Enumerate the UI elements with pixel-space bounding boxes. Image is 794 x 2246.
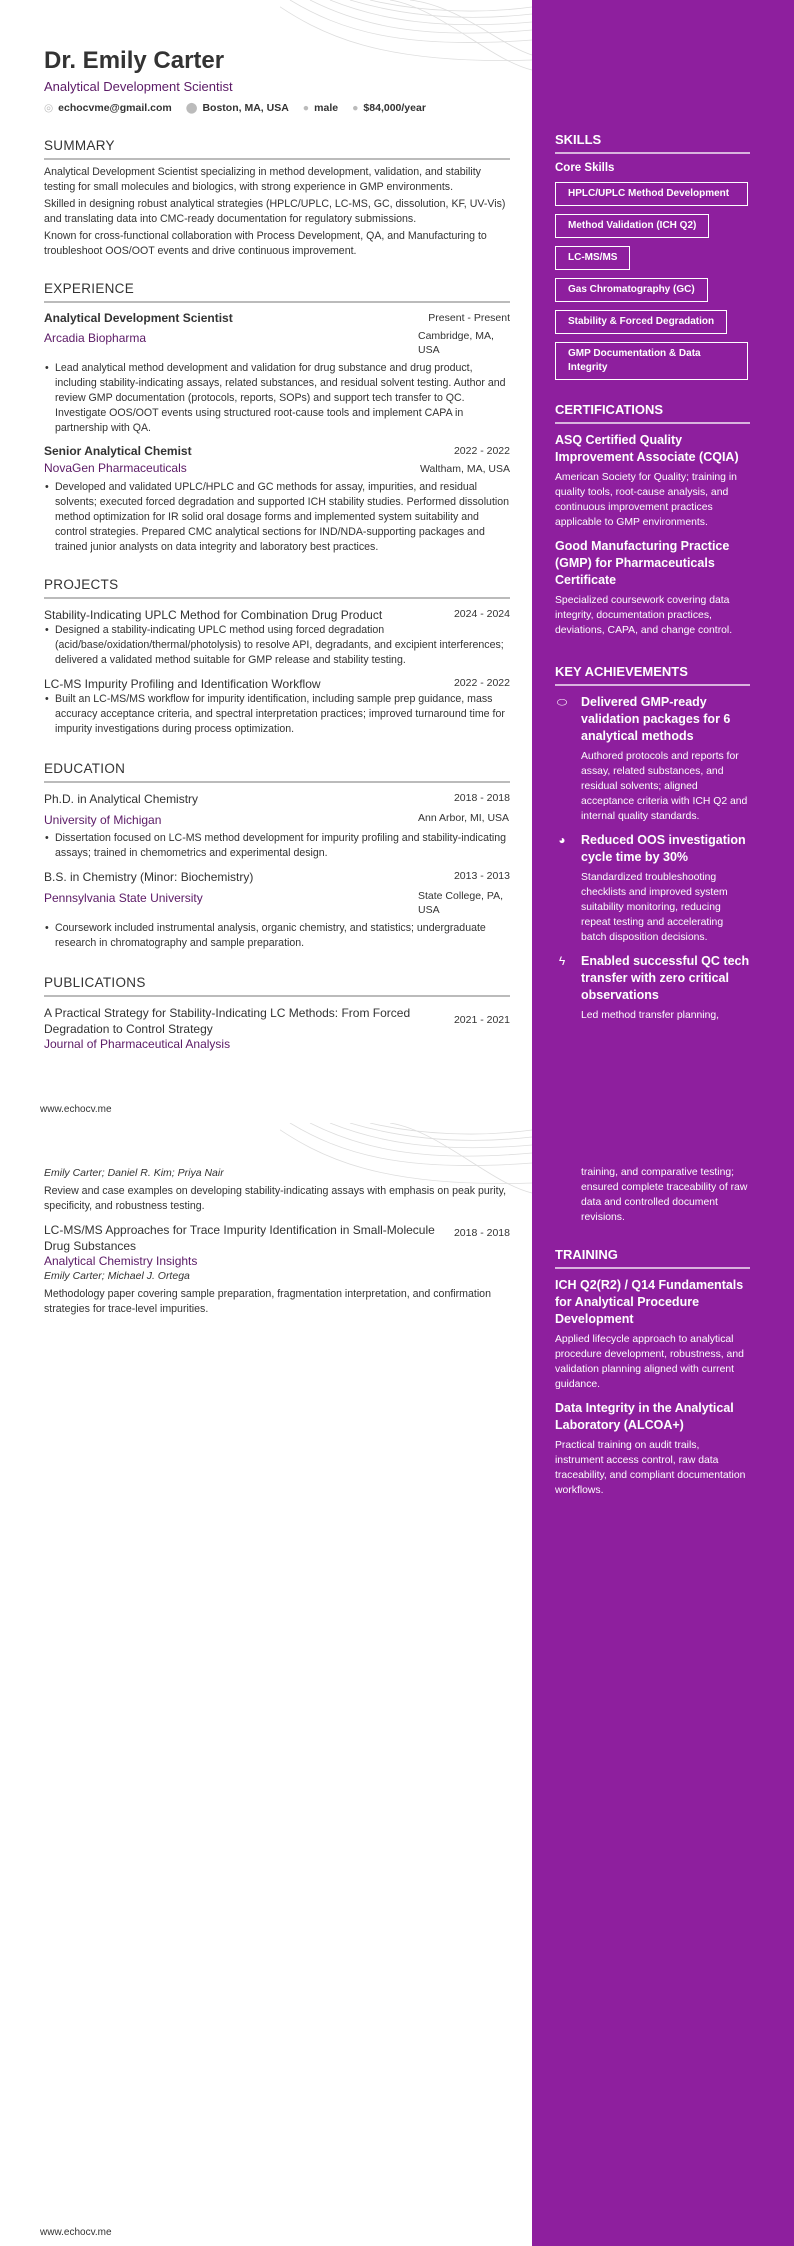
job-title: Analytical Development Scientist [44,311,233,325]
certification-desc: American Society for Quality; training in quality tools, root-cause analysis, and continuous improvement practices applicable to GMP environments. [555,472,737,528]
candidate-name: Dr. Emily Carter [44,47,225,74]
skill-tag: HPLC/UPLC Method Development [555,182,748,206]
publication-journal: Analytical Chemistry Insights [44,1254,198,1268]
degree: B.S. in Chemistry (Minor: Biochemistry) [44,870,254,884]
skills-group-label: Core Skills [555,162,615,174]
email-icon: ◎ [44,102,54,114]
training-title: ICH Q2(R2) / Q14 Fundamentals for Analytical Procedure Development [555,1278,744,1326]
summary-paragraph: Known for cross-functional collaboration with Process Development, QA, and Manufacturing to troubleshoot OOS/OOT events and drive continuous improvement. [44,230,487,257]
gender: male [314,102,339,114]
company: NovaGen Pharmaceuticals [44,461,187,475]
achievement-title: Reduced OOS investigation cycle time by 30% [581,833,746,864]
publication-journal: Journal of Pharmaceutical Analysis [44,1037,231,1051]
clock-icon: ◕ [558,833,566,847]
publication-dates: 2018 - 2018 [453,1227,510,1239]
publication-authors: Emily Carter; Daniel R. Kim; Priya Nair [44,1167,224,1179]
school-location: State College, PA, USA [418,890,504,916]
section-heading-achievements: KEY ACHIEVEMENTS [555,664,750,686]
salary: $84,000/year [363,102,426,114]
job-dates: Present - Present [428,312,510,324]
section-heading-experience: EXPERIENCE [44,281,510,303]
job-bullet: • Lead analytical method development and validation for drug substance and drug product, including stability-indicating assays, related substances, and residual solvent testing. Author and review GMP documentation (protocols, reports, SOPs) and support tech transfer to QC. Investigate OOS/OOT events using structured root-cause tools and implement CAPA in partnership with QA. [44,361,510,436]
training-desc: Practical training on audit trails, instrument access control, raw data traceability, and compliant documentation workflows. [555,1440,746,1496]
education-entry [44,783,510,861]
section-heading-education: EDUCATION [44,761,510,783]
contact-row [44,102,510,114]
publication-entry [44,997,510,1051]
training-desc: Applied lifecycle approach to analytical procedure development, robustness, and validation planning aligned with current guidance. [555,1334,744,1390]
email[interactable]: echocvme@gmail.com [58,102,172,114]
job-dates: 2022 - 2022 [453,445,510,457]
section-heading-summary: SUMMARY [44,138,510,160]
project-dates: 2024 - 2024 [453,608,510,620]
training-title: Data Integrity in the Analytical Laboratory (ALCOA+) [555,1401,734,1432]
job-location: Waltham, MA, USA [419,463,510,475]
section-heading-training: TRAINING [555,1247,750,1269]
certification-title: Good Manufacturing Practice (GMP) for Pharmaceuticals Certificate [555,539,730,587]
education-dates: 2018 - 2018 [453,792,510,804]
location: Boston, MA, USA [202,102,289,114]
education-bullet: • Dissertation focused on LC-MS method development for impurity profiling and stability-indicating assays; trained in chemometrics and experimental design. [44,831,510,861]
summary-paragraph: Analytical Development Scientist specializing in method development, validation, and stability testing for small molecules and biologics, with strong experience in GMP environments. [44,166,481,193]
project-title: LC-MS Impurity Profiling and Identification Workflow [44,677,321,691]
section-heading-projects: PROJECTS [44,577,510,599]
section-heading-certifications: CERTIFICATIONS [555,402,750,424]
achievement-desc: Authored protocols and reports for assay, related substances, and residual solvents; aligned acceptance criteria with ICH Q2 and internal quality standards. [581,751,748,822]
publication-entry [44,1214,510,1317]
skills-list [555,174,750,380]
job-location: Cambridge, MA, USA [418,330,494,356]
job-bullet: • Developed and validated UPLC/HPLC and GC methods for assay, impurities, and residual solvents; executed forced degradation and supported ICH stability studies. Performed dissolution method optimization for IR solid oral dosage forms and implemented system suitability and control strategies. Prepared CMC analytical sections for IND/NDA-supporting packages and trained junior analysts on data integrity and laboratory best practices. [44,480,510,555]
education-entry [44,861,510,951]
skill-tag: GMP Documentation & Data Integrity [555,342,748,380]
achievement-item [555,953,750,1023]
school: Pennsylvania State University [44,891,203,905]
project-entry [44,668,510,737]
publication-title: LC-MS/MS Approaches for Trace Impurity Identification in Small-Molecule Drug Substances [44,1223,435,1253]
certification-title: ASQ Certified Quality Improvement Associate (CQIA) [555,433,739,464]
skill-tag: Gas Chromatography (GC) [555,278,708,302]
project-dates: 2022 - 2022 [453,677,510,689]
company: Arcadia Biopharma [44,331,147,345]
skill-tag: Stability & Forced Degradation [555,310,727,334]
publication-desc: Methodology paper covering sample preparation, fragmentation interpretation, and confirmation strategies for trace-level impurities. [44,1288,491,1315]
achievement-item [555,694,750,824]
resume-page-2 [0,1123,794,2246]
experience-entry [44,436,510,555]
bolt-icon: ϟ [558,954,566,968]
person-icon: ● [302,102,310,114]
education-bullet: • Coursework included instrumental analysis, organic chemistry, and statistics; undergraduate research in chromatography and sample preparation. [44,921,510,951]
project-title: Stability-Indicating UPLC Method for Combination Drug Product [44,608,383,622]
achievement-title: Enabled successful QC tech transfer with zero critical observations [581,954,750,1002]
project-entry [44,599,510,668]
school-location: Ann Arbor, MI, USA [418,812,510,824]
publication-title: A Practical Strategy for Stability-Indicating LC Methods: From Forced Degradation to Control Strategy [44,1006,411,1036]
achievement-desc-continued: training, and comparative testing; ensured complete traceability of raw data and controlled document revisions. [581,1167,748,1223]
skill-tag: Method Validation (ICH Q2) [555,214,709,238]
experience-entry [44,303,510,436]
publication-dates: 2021 - 2021 [453,1014,510,1026]
summary-paragraph: Skilled in designing robust analytical strategies (HPLC/UPLC, LC-MS, GC, dissolution, KF, UV-Vis) and translating data into CMC-ready documentation for regulatory submissions. [44,198,506,225]
project-bullet: • Designed a stability-indicating UPLC method using forced degradation (acid/base/oxidation/thermal/photolysis) to resolve API, degradants, and excipient interferences; delivered a validated method suitable for GMP release and stability testing. [44,623,510,668]
achievement-title: Delivered GMP-ready validation packages for 6 analytical methods [581,695,731,743]
publication-authors: Emily Carter; Michael J. Ortega [44,1270,190,1282]
job-title: Senior Analytical Chemist [44,444,192,458]
degree: Ph.D. in Analytical Chemistry [44,792,199,806]
school: University of Michigan [44,813,162,827]
education-dates: 2013 - 2013 [453,870,510,882]
publication-desc: Review and case examples on developing stability-indicating assays with emphasis on peak purity, specificity, and robustness testing. [44,1185,507,1212]
section-heading-publications: PUBLICATIONS [44,975,510,997]
section-heading-skills: SKILLS [555,132,750,154]
candidate-title: Analytical Development Scientist [44,79,233,94]
achievement-desc: Standardized troubleshooting checklists and improved system suitability monitoring, reducing repeat testing and accelerating batch disposition decisions. [581,872,728,943]
project-bullet: • Built an LC-MS/MS workflow for impurity identification, including sample prep guidance, mass accuracy acceptance criteria, and spectral interpretation practices; improved turnaround time for impurity investigations during process optimization. [44,692,510,737]
salary-icon: ● [352,102,359,114]
skill-tag: LC-MS/MS [555,246,630,270]
location-icon: ⬤ [185,102,198,114]
pill-icon: ⬭ [556,695,568,709]
footer-link[interactable]: www.echocv.me [40,1104,112,1115]
achievement-desc: Led method transfer planning, [581,1010,720,1021]
achievement-item [555,832,750,945]
footer-link[interactable]: www.echocv.me [40,2227,112,2238]
certification-desc: Specialized coursework covering data integrity, documentation practices, deviations, CAPA, and change control. [555,595,733,636]
